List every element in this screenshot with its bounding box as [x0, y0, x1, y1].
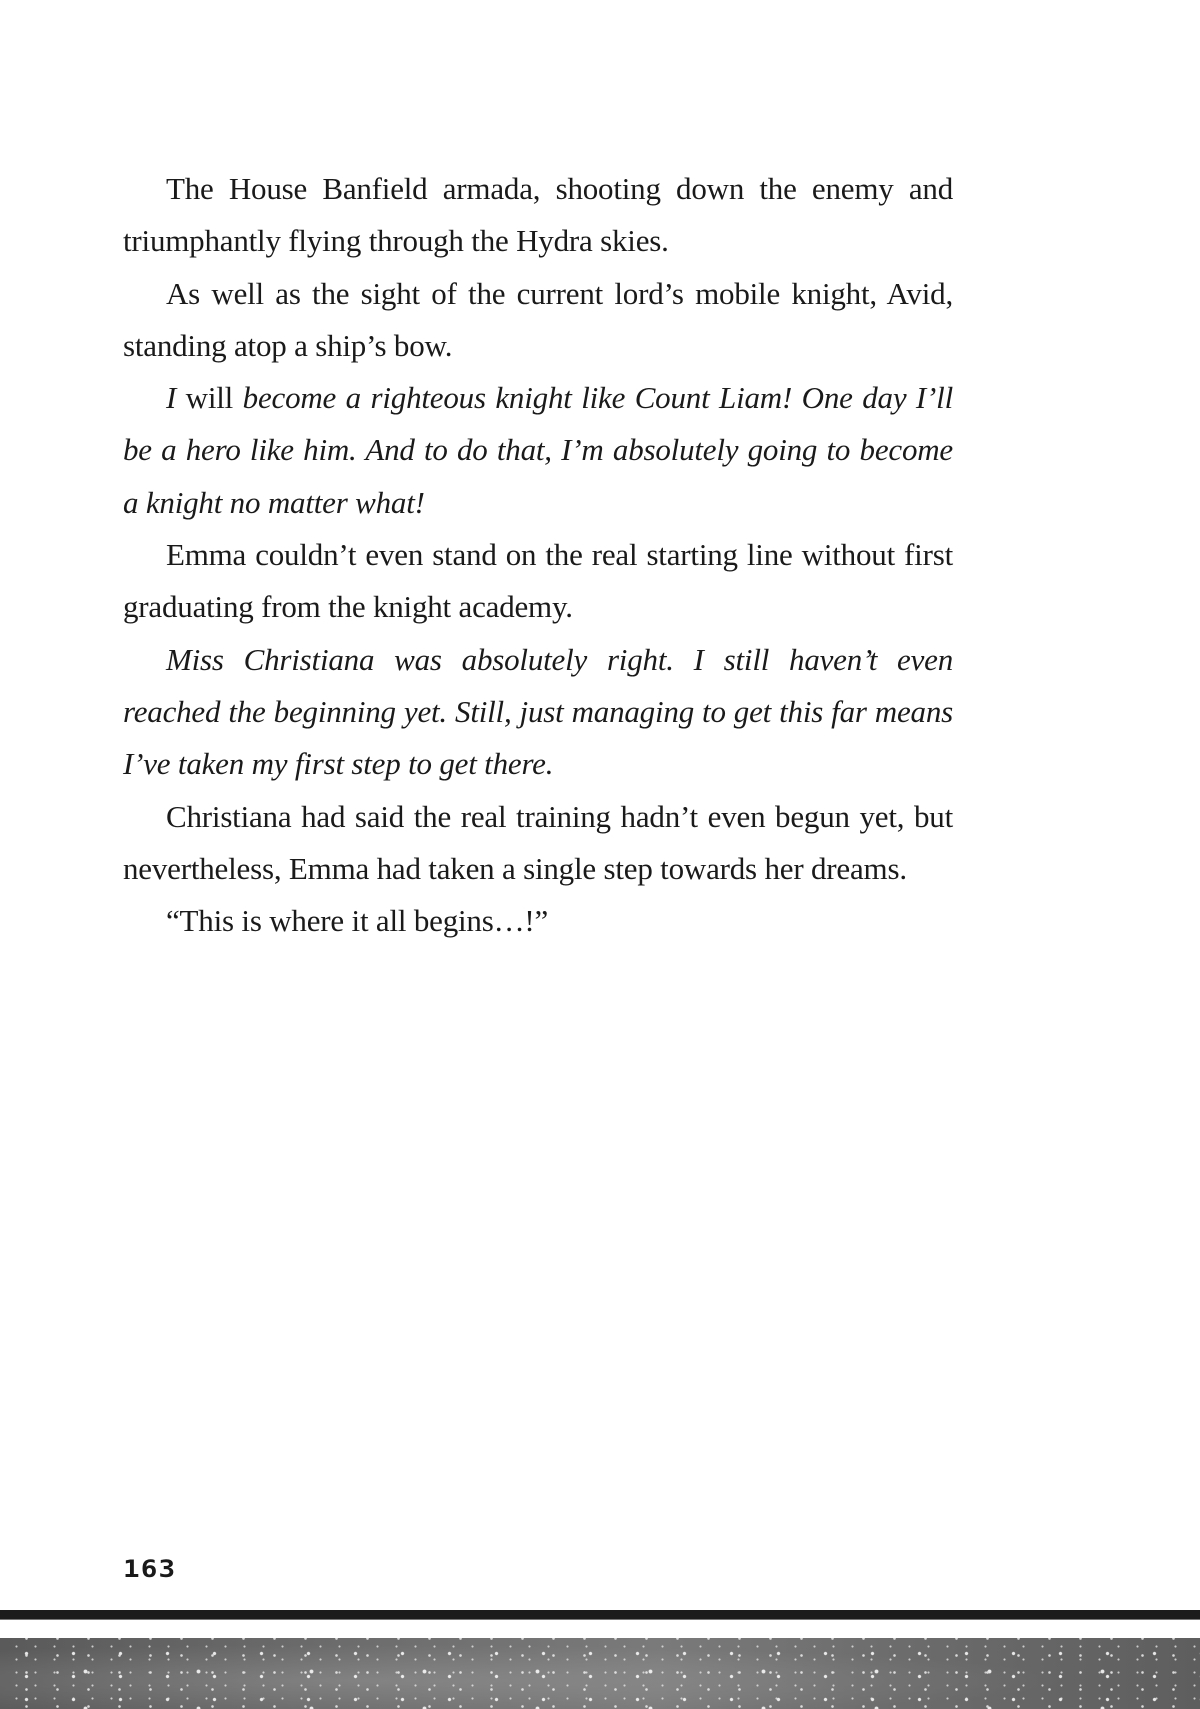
paragraph-inner-monologue-christiana: Miss Christiana was absolutely right. I still haven’t even reached the beginning yet. Still, just managing to get this far means I’ve taken my first step to get there.: [123, 641, 953, 782]
paragraph-single-step: Christiana had said the real training hadn’t even begun yet, but nevertheless, Emma had taken a single step towards her dreams.: [123, 798, 953, 886]
paragraph-armada: The House Banfield armada, shooting down the enemy and triumphantly flying through the Hydra skies.: [123, 171, 953, 259]
paragraph-dialogue-begins: “This is where it all begins…!”: [166, 903, 549, 939]
paragraph-inner-monologue-knight: [123, 372, 953, 529]
emphasis-i: I: [166, 380, 177, 416]
paragraph-starting-line: Emma couldn’t even stand on the real starting line without first graduating from the knight academy.: [123, 537, 953, 625]
page-number: 163: [123, 1555, 177, 1583]
emphasis-will: will: [176, 380, 243, 416]
paragraph-avid: As well as the sight of the current lord’s mobile knight, Avid, standing atop a ship’s bow.: [123, 275, 953, 363]
footer-rule: [0, 1610, 1200, 1620]
monologue-text: become a righteous knight like Count Liam! One day I’ll be a hero like him. And to do that, I’m absolutely going to become a knight no matter what!: [123, 380, 954, 520]
body-text: [123, 163, 953, 947]
starfield-footer-band: [0, 1638, 1200, 1709]
